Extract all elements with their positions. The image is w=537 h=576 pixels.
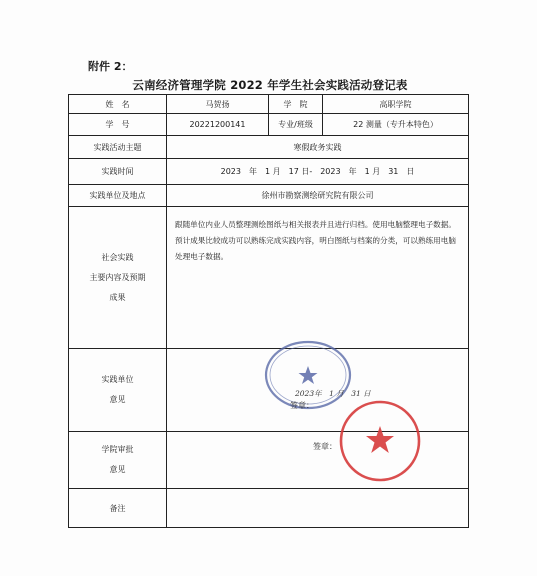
time-label: 实践时间 xyxy=(69,159,167,185)
unit-value: 徐州市勘察测绘研究院有限公司 xyxy=(167,185,469,207)
college-value: 高职学院 xyxy=(323,95,469,114)
unit-opinion-label: 实践单位 意见 xyxy=(69,349,167,432)
form-title: 云南经济管理学院 2022 年学生社会实践活动登记表 xyxy=(132,78,408,92)
time-value: 2023 年 1 月 17 日- 2023 年 1 月 31 日 xyxy=(167,159,469,185)
college-sign-label: 签章： xyxy=(313,442,337,451)
remark-cell xyxy=(167,489,469,528)
attachment-label: 附件 2： xyxy=(88,60,133,73)
content-label: 社会实践 主要内容及预期 成果 xyxy=(69,207,167,349)
handwritten-date: 2023年 1 月 31 日 xyxy=(295,389,371,398)
name-value: 马贺扬 xyxy=(167,95,269,114)
content-text: 跟随单位内业人员整理测绘图纸与相关报表并且进行归档。使用电脑整理电子数据。预计成果比较成功可以熟练完成实践内容，明白图纸与档案的分类，可以熟练用电脑处理电子数据。 xyxy=(167,207,469,349)
major-value: 22 测量（专升本特色） xyxy=(323,114,469,136)
college-label: 学 院 xyxy=(269,95,323,114)
student-id-value: 20221200141 xyxy=(167,114,269,136)
theme-label: 实践活动主题 xyxy=(69,136,167,159)
college-seal-icon xyxy=(335,398,425,484)
name-label: 姓 名 xyxy=(69,95,167,114)
unit-label: 实践单位及地点 xyxy=(69,185,167,207)
major-label: 专业/班级 xyxy=(269,114,323,136)
unit-sign-label: 签章： xyxy=(290,401,314,410)
student-id-label: 学 号 xyxy=(69,114,167,136)
theme-value: 寒假政务实践 xyxy=(167,136,469,159)
remark-label: 备注 xyxy=(69,489,167,528)
college-review-label: 学院审批 意见 xyxy=(69,432,167,489)
